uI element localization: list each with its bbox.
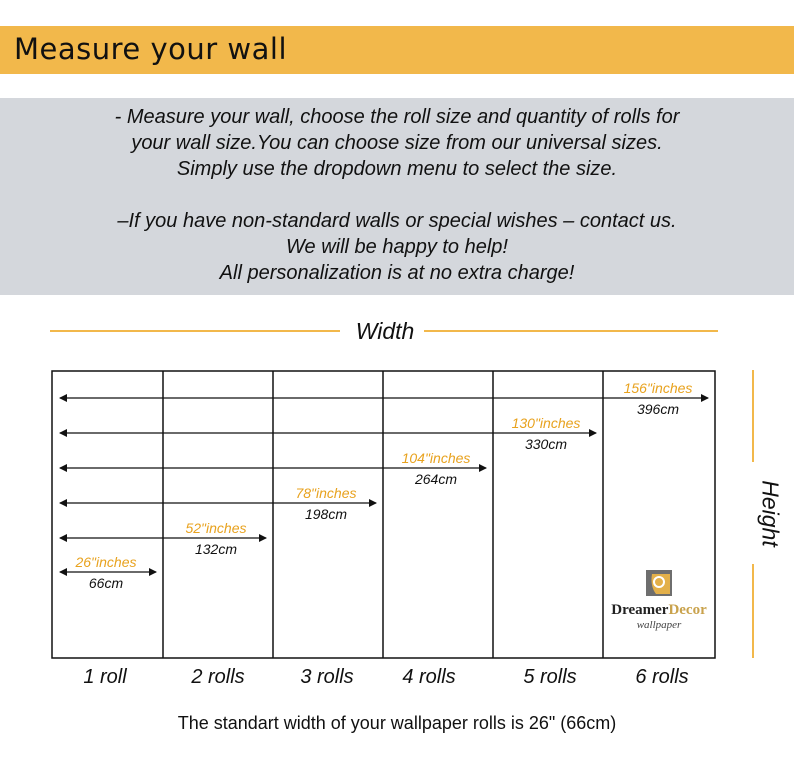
- measure-cm-label: 396cm: [636, 401, 680, 417]
- width-label: Width: [355, 318, 415, 344]
- roll-label: 1 roll: [83, 666, 127, 688]
- roll-label: 5 rolls: [523, 666, 577, 688]
- measure-inches-label: 52"inches: [185, 520, 247, 536]
- info-line: your wall size.You can choose size from our universal sizes.: [131, 132, 663, 154]
- info-line: All personalization is at no extra charge!: [219, 262, 575, 284]
- measure-cm-label: 264cm: [414, 471, 458, 487]
- roll-label: 3 rolls: [300, 666, 354, 688]
- measure-cm-label: 132cm: [194, 541, 238, 557]
- measure-inches-label: 78"inches: [295, 485, 357, 501]
- logo-tagline: wallpaper: [636, 619, 682, 631]
- info-line: - Measure your wall, choose the roll size and quantity of rolls for: [114, 106, 680, 128]
- info-line: Simply use the dropdown menu to select the size.: [176, 158, 618, 180]
- footer-note: The standart width of your wallpaper rolls is 26" (66cm): [177, 713, 617, 733]
- info-line: We will be happy to help!: [286, 236, 508, 258]
- measure-inches-label: 130"inches: [511, 415, 581, 431]
- measure-cm-label: 330cm: [524, 436, 568, 452]
- logo-name-part2: Decor: [668, 602, 707, 618]
- logo-name-part1: Dreamer: [611, 602, 669, 618]
- dreamerdecor-logo-icon: [644, 568, 674, 598]
- info-line: –If you have non-standard walls or special wishes – contact us.: [117, 210, 677, 232]
- measure-inches-label: 26"inches: [75, 554, 137, 570]
- roll-label: 6 rolls: [635, 666, 689, 688]
- roll-label: 4 rolls: [402, 666, 456, 688]
- measure-cm-label: 198cm: [304, 506, 348, 522]
- page-title: Measure your wall: [14, 32, 287, 66]
- height-label: Height: [757, 480, 784, 547]
- measure-inches-label: 156"inches: [623, 380, 693, 396]
- measure-cm-label: 66cm: [88, 575, 124, 591]
- logo-name: [608, 602, 710, 619]
- roll-label: 2 rolls: [191, 666, 245, 688]
- measure-inches-label: 104"inches: [401, 450, 471, 466]
